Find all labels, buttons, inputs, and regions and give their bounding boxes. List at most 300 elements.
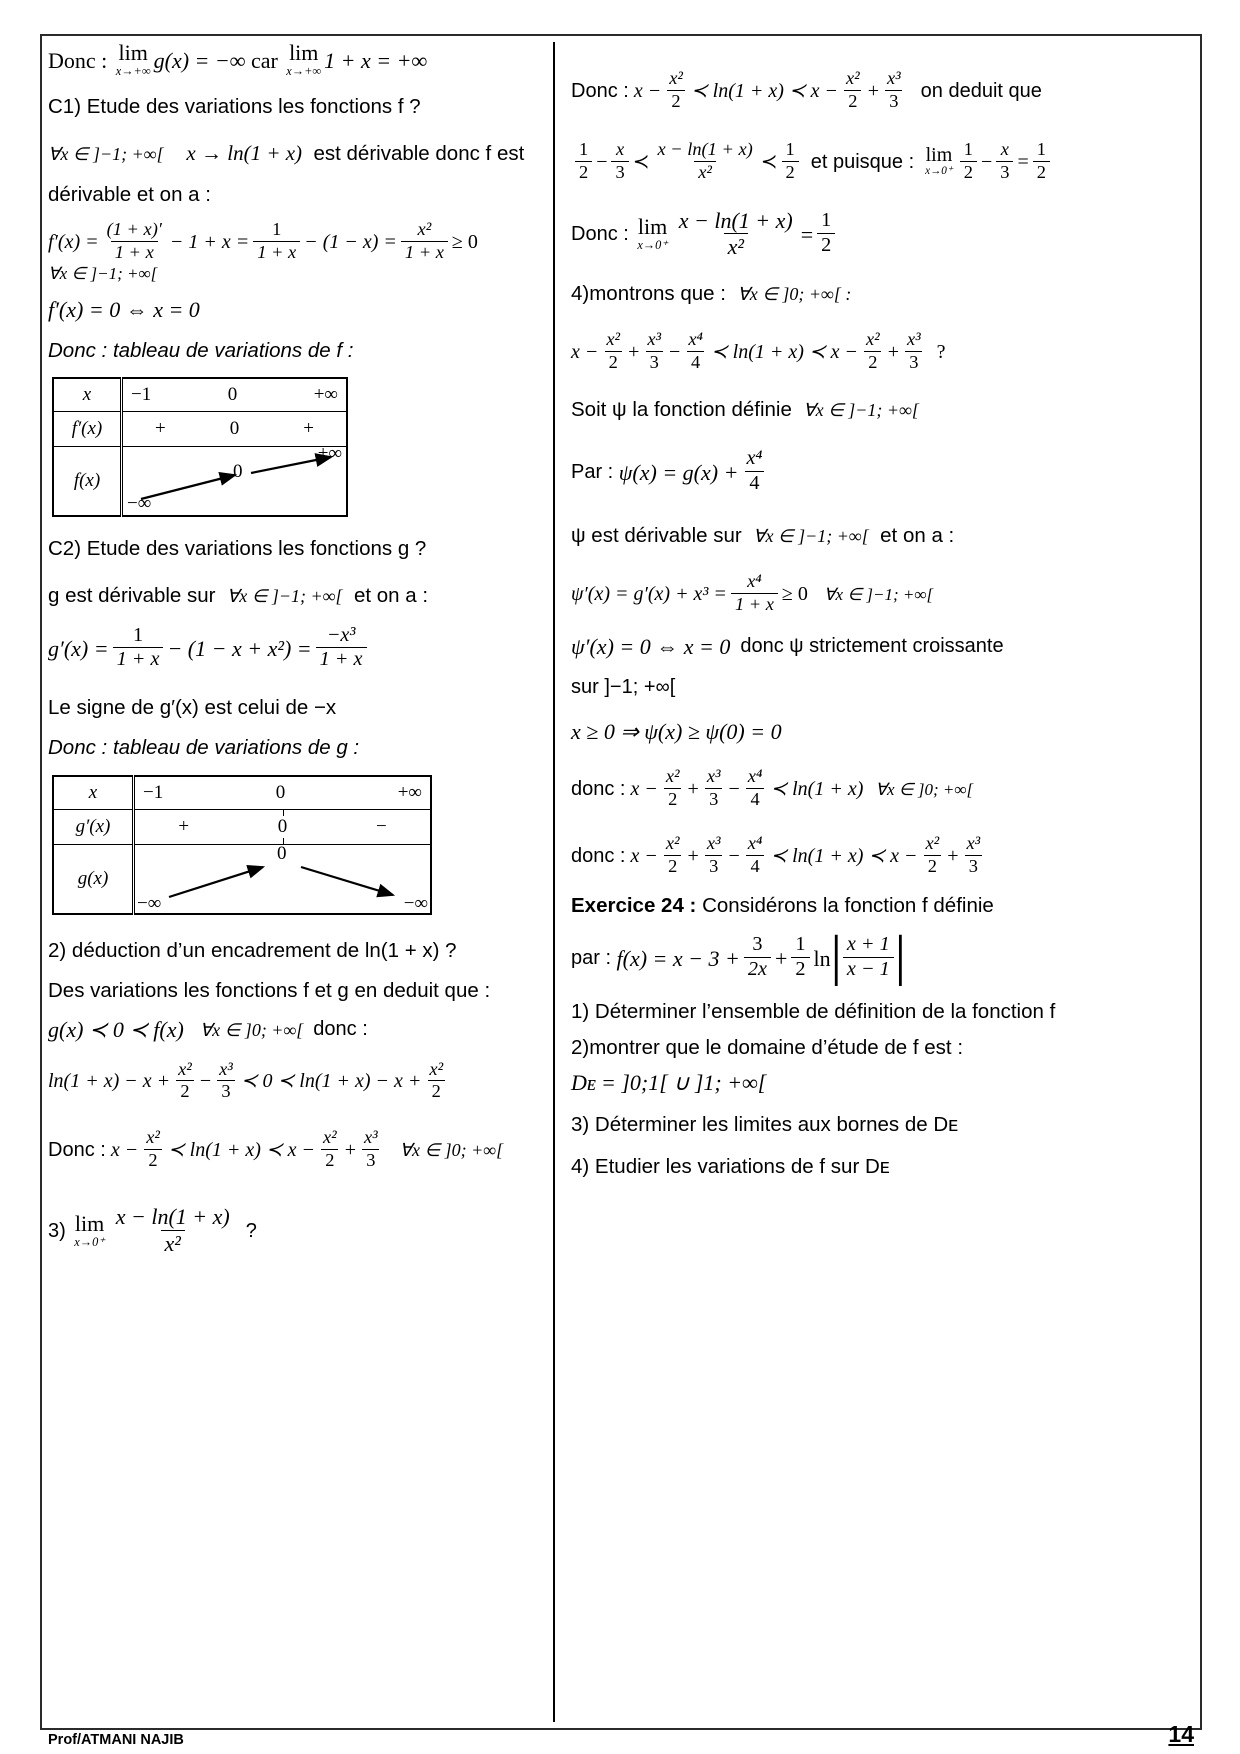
psi-positive-line [571, 719, 1194, 744]
soit-psi-domain: ∀x ∈ ]−1; +∞[ [803, 400, 919, 420]
exercice-q4: 4) Etudier les variations de f sur Dᴇ [571, 1154, 890, 1178]
fraction-1 [662, 834, 684, 877]
denominator: 4 [745, 471, 763, 495]
denominator: 3 [965, 855, 982, 877]
equals-sign: = [800, 222, 814, 248]
fraction-2 [842, 69, 864, 112]
fraction-2 [316, 625, 367, 672]
q2-ineq-tail: donc : [313, 1018, 368, 1041]
sign-value: 0 [277, 815, 288, 837]
numerator: x² [417, 219, 432, 240]
exercice-q3: 3) Déterminer les limites aux bornes de Dᴇ [571, 1113, 959, 1137]
numerator: x⁴ [747, 571, 762, 592]
par-prefix: par : [571, 946, 612, 969]
psi-derivable-line [571, 522, 1194, 549]
psi-zero-tail: donc ψ strictement croissante [740, 635, 1004, 658]
part-a2: ≺ ln(1 + x) ≺ x − [167, 1139, 316, 1162]
limit-fraction [675, 209, 797, 260]
fraction-2 [215, 1060, 237, 1103]
par-psi-line [571, 449, 1194, 496]
x-value: −1 [143, 781, 164, 803]
table-row [53, 378, 347, 412]
part-a3: − [728, 844, 740, 867]
sign-values-cell [122, 412, 348, 447]
lim-subscript: x→0⁺ [637, 238, 668, 253]
fraction-1 [665, 69, 687, 112]
denominator: 2 [575, 161, 592, 183]
psi-sur-text: sur ]−1; +∞[ [571, 676, 676, 699]
lim-text: lim [637, 214, 668, 240]
numerator: x² [146, 1127, 160, 1148]
numerator: 1 [795, 932, 806, 955]
lim-text: lim [74, 1210, 105, 1236]
donc-prefix: Donc : [48, 47, 108, 73]
fprime-term-4: − (1 − x) = [304, 231, 397, 254]
variation-start-value: −∞ [127, 493, 152, 515]
part-a1: x − [571, 341, 599, 364]
fraction-4 [862, 330, 884, 373]
denominator: x² [724, 233, 748, 259]
denominator: x² [694, 161, 716, 183]
denominator: 1 + x [731, 593, 778, 615]
numerator: x² [925, 832, 940, 853]
numerator: x² [606, 329, 621, 350]
row-label-f: f(x) [53, 447, 122, 517]
denominator: 2 [782, 161, 799, 183]
x-values-cell [134, 776, 432, 810]
soit-psi-line [571, 396, 1194, 423]
donc-tableau-f [48, 337, 537, 364]
q3-tail: ? [245, 1219, 257, 1242]
numerator: x² [866, 329, 880, 350]
absolute-value-group: | $\frac{x + 1}{x - 1}$ | [830, 924, 906, 987]
denominator: 2 [321, 1149, 338, 1171]
numerator: x + 1 [846, 932, 890, 955]
psi-deriv-text-1: ψ est dérivable sur [571, 523, 742, 547]
lim-text: lim [118, 40, 148, 65]
limit-operator [74, 1210, 105, 1250]
q4-ineq-tail: ? [936, 341, 946, 364]
sign-value: 0 [229, 418, 240, 440]
psi-deriv-domain: ∀x ∈ ]−1; +∞[ [753, 525, 869, 546]
numerator: (1 + x)′ [106, 219, 162, 240]
denominator: 2 [817, 233, 835, 257]
numerator: x² [665, 766, 680, 787]
numerator: x [1000, 138, 1009, 159]
numerator: x³ [706, 766, 721, 787]
numerator: 1 [132, 623, 144, 646]
x-value: 0 [227, 384, 238, 406]
lim-subscript: x→+∞ [286, 64, 322, 78]
part-a4: ≺ ln(1 + x) [770, 778, 864, 800]
psi-prime-lhs: ψ′(x) = g′(x) + x³ = [571, 583, 727, 606]
two-column-body [48, 42, 1194, 1722]
right-column [555, 42, 1194, 1722]
part-g-op: − [981, 150, 993, 173]
denominator: 3 [611, 161, 628, 183]
r-donc3-line [571, 768, 1194, 811]
numerator: x − ln(1 + x) [657, 138, 753, 159]
part-a5: + [887, 341, 899, 364]
numerator: x³ [363, 1127, 378, 1148]
numerator: x² [846, 68, 860, 88]
fraction-5 [962, 834, 984, 877]
fprime-term-6: ≥ 0 [451, 231, 478, 254]
fraction-3 [360, 1128, 382, 1171]
table-row [53, 844, 431, 914]
denominator: 3 [705, 788, 722, 810]
signe-gprime-line: Le signe de g′(x) est celui de −x [48, 696, 337, 720]
part-g-eq: = [1017, 150, 1029, 173]
part-a3: ≺ [760, 150, 778, 173]
q2-heading: 2) déduction d’un encadrement de ln(1 + x) ? [48, 938, 457, 962]
soit-psi-text: Soit ψ la fonction définie [571, 398, 792, 421]
denominator: 4 [687, 351, 704, 373]
denominator: 2 [791, 957, 809, 981]
fraction-3 [744, 834, 767, 877]
c2-domain: ∀x ∈ ]−1; +∞[ [226, 586, 343, 607]
x-value: −1 [131, 384, 152, 406]
denominator: 2 [667, 90, 684, 112]
r-donc4-line [571, 832, 1194, 878]
part-a1: − [596, 150, 608, 173]
exercice-q2: 2)montrer que le domaine d’étude de f est : [571, 1035, 964, 1059]
fraction-3 [401, 220, 448, 263]
heading-c2: C2) Etude des variations les fonctions g ? [48, 537, 427, 561]
gprime-term-2: − (1 − x + x²) = [167, 636, 312, 662]
fraction-2 [643, 330, 665, 373]
numerator: 1 [785, 138, 795, 159]
denominator: 1 + x [316, 647, 367, 671]
numerator: x³ [706, 832, 721, 853]
numerator: 3 [752, 932, 763, 955]
numerator: 1 [963, 138, 973, 159]
fraction-3 [843, 934, 894, 981]
sign-value: + [155, 418, 166, 440]
psi-prime-domain: ∀x ∈ ]−1; +∞[ [823, 584, 934, 604]
x-values-cell [122, 378, 348, 412]
part-a3: ≺ 0 ≺ ln(1 + x) − x + [240, 1070, 422, 1093]
fraction-2 [319, 1128, 341, 1171]
psi-deriv-text-2: et on a : [880, 523, 955, 547]
part-a1: ln(1 + x) − x + [48, 1070, 171, 1093]
numerator: x² [178, 1058, 192, 1079]
c2-text-2: et on a : [353, 584, 429, 608]
row-label-gprime: g′(x) [53, 809, 134, 844]
row-label-x: x [53, 378, 122, 412]
c1-map: x → ln(1 + x) [186, 141, 303, 166]
psi-positive-formula: x ≥ 0 ⇒ ψ(x) ≥ ψ(0) = 0 [571, 718, 782, 744]
exercice-q2-formula [571, 1070, 1194, 1095]
q3-limit-line [48, 1206, 537, 1257]
fraction-4 [922, 834, 944, 877]
fraction-1 [113, 625, 164, 672]
fraction-7 [1033, 140, 1050, 183]
donc-tableau-g-text: Donc : tableau de variations de g : [48, 736, 360, 760]
result-fraction [817, 210, 835, 257]
exercice-q1: 1) Déterminer l’ensemble de définition de la fonction f [571, 999, 1056, 1023]
denominator: x² [161, 1230, 185, 1256]
r-donc3-domain: ∀x ∈ ]0; +∞[ [875, 779, 974, 799]
footer-page-number: 14 [1168, 1721, 1194, 1747]
gprime-equation [48, 623, 537, 673]
q2-text: Des variations les fonctions f et g en deduit que : [48, 978, 491, 1002]
sign-values-cell [134, 809, 432, 844]
denominator: 2 [844, 90, 861, 112]
denominator: 2 [664, 855, 681, 877]
fraction-3 [653, 140, 756, 183]
part-a3: + [867, 79, 879, 102]
denominator: 3 [217, 1080, 234, 1102]
denominator: 2 [864, 351, 881, 373]
donc-prefix: donc : [571, 844, 626, 867]
fraction-3 [684, 330, 707, 373]
q4-domain: ∀x ∈ ]0; +∞[ : [737, 284, 852, 304]
psi-lhs: ψ(x) = g(x) + [618, 459, 739, 485]
numerator: x³ [906, 329, 921, 350]
lim-text: lim [289, 40, 319, 65]
c2-text-1: g est dérivable sur [48, 584, 216, 608]
donc-prefix: Donc : [571, 223, 629, 246]
variation-start-value: −∞ [137, 892, 162, 914]
numerator: 1 [579, 138, 589, 159]
page-footer [48, 1721, 1194, 1748]
car-word: car [250, 47, 278, 73]
part-a3: + [344, 1139, 356, 1162]
variation-table-g [52, 775, 432, 915]
psi-zero-line [571, 634, 1194, 659]
row-label-g: g(x) [53, 844, 134, 914]
variation-mid-value: 0 [277, 842, 287, 864]
denominator: 2 [176, 1080, 193, 1102]
fraction-1 [742, 448, 766, 495]
q2-ineq: g(x) ≺ 0 ≺ f(x) [48, 1017, 184, 1043]
fprime-zero-equation [48, 297, 537, 322]
denominator: 3 [705, 855, 722, 877]
fraction-1 [174, 1060, 196, 1103]
numerator: x² [429, 1058, 444, 1079]
limit-operator [925, 145, 953, 178]
x-value: 0 [275, 781, 286, 803]
lim-subscript: x→0⁺ [74, 1234, 105, 1249]
psi-zero-formula: ψ′(x) = 0 ⇔ x = 0 [571, 633, 731, 659]
denominator: 3 [996, 161, 1013, 183]
fraction-2 [703, 834, 725, 877]
variation-mid-value: 0 [233, 461, 243, 483]
part-a1: x − [630, 778, 658, 800]
q2-donc-domain: ∀x ∈ ]0; +∞[ [399, 1140, 504, 1161]
numerator: x − ln(1 + x) [678, 207, 793, 233]
part-a4: ≺ ln(1 + x) ≺ x − [770, 844, 918, 867]
denominator: 1 + x [253, 241, 300, 263]
denominator: 2 [960, 161, 977, 183]
table-row [53, 809, 431, 844]
denominator: 4 [746, 788, 763, 810]
denominator: 4 [746, 855, 763, 877]
r-encadrement-line [571, 138, 1194, 184]
denominator: x − 1 [843, 957, 894, 981]
domain-formula: Dᴇ = ]0;1[ ∪ ]1; +∞[ [571, 1070, 767, 1096]
part-a3: − [728, 778, 740, 800]
donc-tableau-f-text: Donc : tableau de variations de f : [48, 338, 354, 362]
variation-end-value: −∞ [403, 892, 428, 914]
fraction-1 [662, 767, 684, 810]
denominator: 2 [144, 1149, 161, 1171]
sign-value: + [178, 815, 190, 837]
numerator: x⁴ [688, 329, 703, 350]
limit-g-line [48, 42, 537, 79]
numerator: x³ [647, 329, 662, 350]
fraction-3 [883, 69, 905, 112]
q2-long-inequality [48, 1058, 537, 1104]
numerator: x³ [886, 68, 901, 88]
fraction-4 [782, 140, 799, 183]
q4-heading: 4)montrons que : [571, 282, 726, 305]
part-a1: x − [633, 79, 662, 102]
q2-donc-line [48, 1129, 537, 1172]
numerator: x − ln(1 + x) [115, 1204, 230, 1230]
fraction-5 [960, 140, 977, 183]
numerator: 1 [272, 219, 282, 240]
donc-prefix: Donc : [571, 79, 629, 102]
numerator: −x³ [326, 623, 356, 646]
table-row [53, 776, 431, 810]
psi-prime-tail: ≥ 0 [781, 583, 808, 606]
denominator: 3 [646, 351, 663, 373]
fraction-1 [575, 140, 592, 183]
limit-body-1: g(x) = −∞ [153, 47, 246, 73]
part-a2: ≺ [632, 150, 650, 173]
denominator: 1 + x [401, 241, 448, 263]
q4-heading-line [571, 280, 1194, 307]
numerator: x [616, 138, 625, 159]
donc-prefix: donc : [571, 778, 626, 800]
denominator: 2 [1033, 161, 1050, 183]
q2-ineq-domain: ∀x ∈ ]0; +∞[ [199, 1019, 304, 1040]
numerator: x⁴ [747, 766, 763, 787]
c1-text-2: dérivable et on a : [48, 182, 211, 206]
exercice-lhs: f(x) = x − 3 + [616, 945, 740, 971]
x-value: +∞ [313, 384, 338, 406]
denominator: 3 [362, 1149, 379, 1171]
fraction-1 [103, 220, 166, 263]
variation-cell-g [134, 844, 432, 914]
exercice-label: Exercice 24 : [571, 893, 697, 917]
limit-body-2: 1 + x = +∞ [324, 47, 428, 73]
part-a2: + [687, 778, 699, 800]
fraction-1 [744, 934, 771, 981]
variation-end-value: +∞ [317, 443, 342, 465]
fraction-2 [703, 767, 725, 810]
numerator: x² [323, 1127, 337, 1148]
fprime-equation [48, 221, 537, 283]
ln-operator: ln [813, 945, 831, 971]
left-column [48, 42, 553, 1722]
donc-prefix: Donc : [48, 1139, 106, 1162]
psi-prime-equation [571, 573, 1194, 616]
denominator: 2 [605, 351, 622, 373]
denominator: 1 + x [111, 241, 158, 263]
part-a2: ≺ ln(1 + x) ≺ x − [690, 79, 839, 102]
heading-c1: C1) Etude des variations les fonctions f ? [48, 94, 421, 118]
fprime-term-2: − 1 + x = [169, 231, 250, 254]
gprime-lhs: g′(x) = [48, 636, 109, 662]
fraction-6 [996, 140, 1013, 183]
r-donc1-line [571, 70, 1194, 113]
lim-text: lim [925, 144, 953, 167]
denominator: 3 [905, 351, 922, 373]
q3-prefix: 3) [48, 1219, 66, 1242]
row-label-x: x [53, 776, 134, 810]
fraction-1 [731, 572, 778, 615]
variation-table-f [52, 377, 348, 517]
fraction-5 [903, 330, 925, 373]
fprime-lhs: f′(x) = [48, 231, 99, 254]
denominator: 2 [924, 855, 941, 877]
part-a2: + [628, 341, 640, 364]
denominator: 2 [664, 788, 681, 810]
part-a1: x − [630, 844, 658, 867]
denominator: 2 [428, 1080, 445, 1102]
numerator: 1 [1036, 138, 1046, 159]
part-a1: x − [110, 1139, 139, 1162]
numerator: x⁴ [747, 832, 763, 853]
lim-subscript: x→+∞ [115, 64, 151, 78]
denominator: 1 + x [113, 647, 164, 671]
fraction-3 [744, 767, 767, 810]
numerator: 1 [821, 209, 832, 232]
fraction-1 [602, 330, 624, 373]
part-a5: + [947, 844, 959, 867]
denominator: 2x [744, 957, 771, 981]
fraction-2 [253, 220, 300, 263]
numerator: x³ [219, 1058, 233, 1079]
q2-inequality-line [48, 1017, 537, 1042]
limit-operator [637, 216, 667, 253]
donc-tableau-g [48, 734, 537, 761]
limit-operator-1 [116, 42, 151, 79]
limit-fraction [112, 1205, 234, 1256]
r-donc1-tail: on deduit que [920, 79, 1042, 102]
c1-domain: ∀x ∈ ]−1; +∞[ [48, 144, 164, 165]
part-a3: − [669, 341, 681, 364]
exercice-text: Considérons la fonction f définie [702, 893, 994, 917]
fraction-3 [425, 1060, 447, 1103]
exercice-heading-line [571, 892, 1194, 919]
sign-value: + [303, 418, 314, 440]
numerator: x² [665, 832, 680, 853]
denominator: 3 [885, 90, 902, 112]
variation-arrows-g [135, 842, 430, 914]
part-a1: + [774, 945, 788, 971]
par-prefix: Par : [571, 461, 614, 484]
r-donc2-line [571, 207, 1194, 261]
lim-subscript: x→0⁺ [925, 165, 953, 178]
fraction-2 [611, 140, 628, 183]
fprime-zero-text: f′(x) = 0 ⇔ x = 0 [48, 297, 200, 323]
part-a2: − [199, 1070, 212, 1093]
x-value: +∞ [397, 781, 422, 803]
row-label-fprime: f′(x) [53, 412, 122, 447]
numerator: x² [669, 68, 683, 88]
exercice-par-line [571, 924, 1194, 987]
numerator: x³ [966, 832, 981, 853]
psi-sur-line [571, 673, 1194, 701]
fprime-domain: ∀x ∈ ]−1; +∞[ [48, 263, 158, 283]
part-a4: ≺ ln(1 + x) ≺ x − [710, 341, 859, 364]
numerator: x⁴ [746, 447, 763, 470]
sign-value: − [375, 815, 387, 837]
